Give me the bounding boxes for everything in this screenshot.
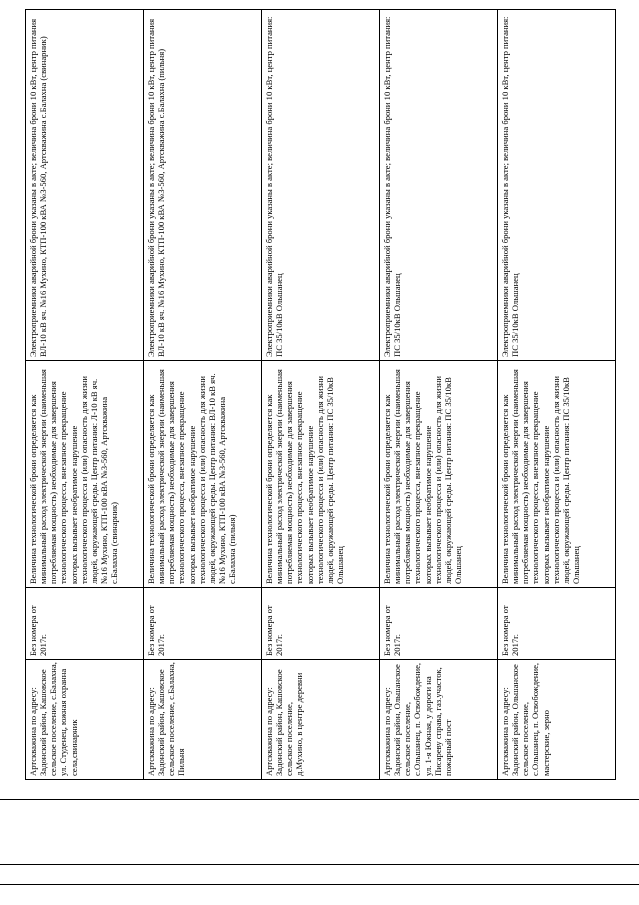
info-cell: Электроприемники аварийной брони указаны в акте; величина брони 10 кВт, центр питания ВЛ-10 кВ яч. №16 Мухино, КТП-100 кВА №3-560, Артскважина с.Балахна (пильня) (144, 10, 262, 361)
document-cell: Без номера от 2017г. (144, 588, 262, 660)
address-cell: Артскважина по адресу: Задонский район, Ольшанское сельское поселение, с.Ольшанец, п. Освобождение, мастерские, зерно (498, 660, 616, 780)
table-row (262, 10, 380, 780)
address-cell: Артскважина по адресу: Задонский район, Кашовское сельское поселение, с.Балахна, ул. Студенец, южная охранна села,свинарник (26, 660, 144, 780)
info-cell: Электроприемники аварийной брони указаны в акте; величина брони 10 кВт, центр питания ВЛ-10 кВ яч. №16 Мухино, КТП-100 кВА №3-560, Артскважина с.Балахна (свинарник) (26, 10, 144, 361)
address-cell: Артскважина по адресу: Задонский район, Кашовское сельское поселение, с.Балахна, Пильня (144, 660, 262, 780)
table-row (498, 10, 616, 780)
description-cell: Величина технологической брони определяется как минимальный расход электрической энергии (наименьшая потребляемая мощность) необходимые для завершения технологического процесса, внезапное прекращение которых вызывает необратимое нарушение технологического процесса и (или) опасность для жизни людей, окружающей среды. Центр питания: ПС 35/10кВ Ольшанец (262, 361, 380, 588)
margin-line-3 (0, 799, 639, 800)
info-cell: Электроприемники аварийной брони указаны в акте; величина брони 10 кВт, центр питания: ПС 35/10кВ Ольшанец (262, 10, 380, 361)
description-cell: Величина технологической брони определяется как минимальный расход электрической энергии (наименьшая потребляемая мощность) необходимые для завершения технологического процесса, внезапное прекращение которых вызывает необратимое нарушение технологического процесса и (или) опасность для жизни людей, окружающей среды. Центр питания: ПС 35/10кВ Ольшанец (380, 361, 498, 588)
address-cell: Артскважина по адресу: Задонский район, Кашовское сельское поселение, д.Мухино, в центре деревни (262, 660, 380, 780)
document-cell: Без номера от 2017г. (26, 588, 144, 660)
table-row (144, 10, 262, 780)
description-cell: Величина технологической брони определяется как минимальный расход электрической энергии (наименьшая потребляемая мощность) необходимые для завершения технологического процесса, внезапное прекращение которых вызывает необратимое нарушение технологического процесса и (или) опасность для жизни людей, окружающей среды. Центр питания: ПС 35/10кВ Ольшанец (498, 361, 616, 588)
info-cell: Электроприемники аварийной брони указаны в акте; величина брони 10 кВт, центр питания: ПС 35/10кВ Ольшанец (380, 10, 498, 361)
margin-line-2 (0, 864, 639, 865)
document-cell: Без номера от 2017г. (262, 588, 380, 660)
address-cell: Артскважина по адресу: Задонский район, Ольшанское сельское поселение, с.Ольшанец, п. Освобождение, ул. 1-я Южная, у дороги на Писареву справа, газ.участок, пожарный пост (380, 660, 498, 780)
table-row (26, 10, 144, 780)
info-cell: Электроприемники аварийной брони указаны в акте; величина брони 10 кВт, центр питания: ПС 35/10кВ Ольшанец (498, 10, 616, 361)
reservation-table (25, 9, 616, 780)
left-margin-line (0, 884, 639, 885)
description-cell: Величина технологической брони определяется как минимальный расход электрической энергии (наименьшая потребляемая мощность) необходимые для завершения технологического процесса, внезапное прекращение которых вызывает необратимое нарушение технологического процесса и (или) опасность для жизни людей, окружающей среды. Центр питания: ВЛ-10 кВ яч. №16 Мухино, КТП-100 кВА №3-560, Артскважина с.Балахна (пильня) (144, 361, 262, 588)
document-cell: Без номера от 2017г. (380, 588, 498, 660)
table-row (380, 10, 498, 780)
document-cell: Без номера от 2017г. (498, 588, 616, 660)
description-cell: Величина технологической брони определяется как минимальный расход электрической энергии (наименьшая потребляемая мощность) необходимые для завершения технологического процесса, внезапное прекращение которых вызывает необратимое нарушение технологического процесса и (или) опасность для жизни людей, окружающей среды. Центр питания: Л-10 кВ яч. №16 Мухино, КТП-100 кВА №3-560, Артскважина с.Балахна (свинарник) (26, 361, 144, 588)
